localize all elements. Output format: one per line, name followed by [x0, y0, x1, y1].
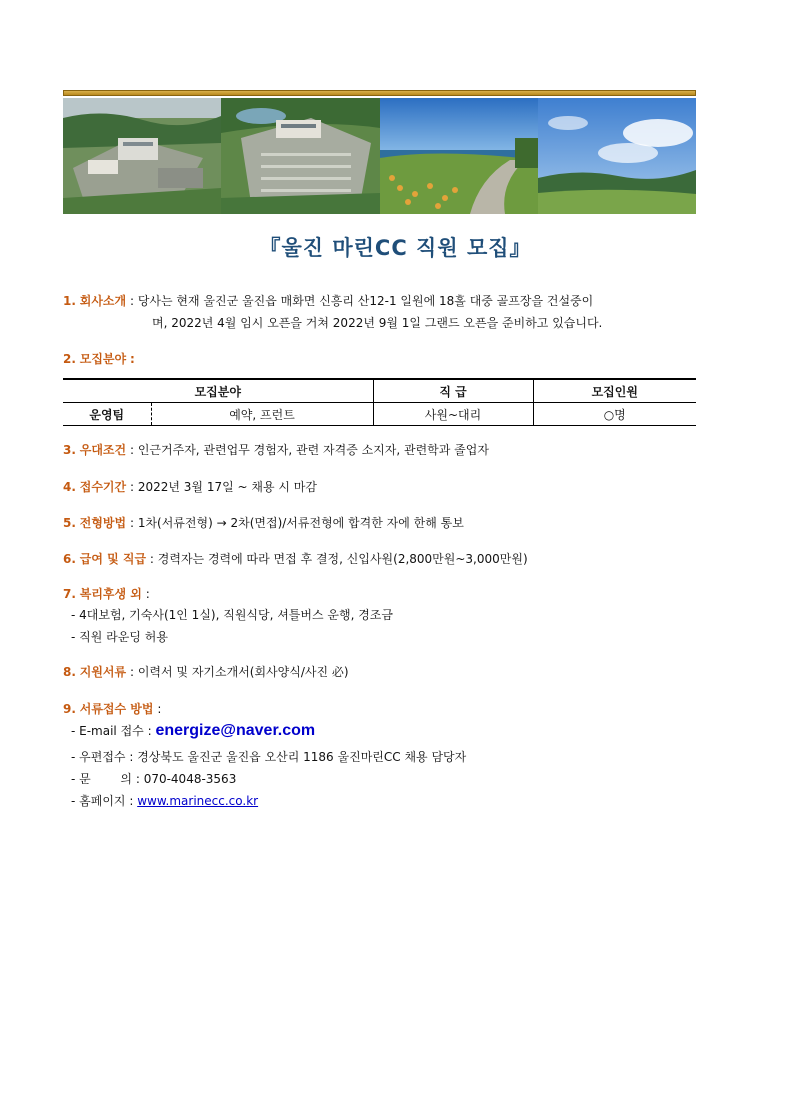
- banner-gold-bar: [63, 90, 696, 96]
- section-number: 7.: [63, 587, 76, 601]
- section-number: 5.: [63, 516, 76, 530]
- submission-post-line: [71, 748, 466, 766]
- section-label: 우대조건: [79, 443, 127, 457]
- section-label: 접수기간: [79, 480, 127, 494]
- table-header-row: [63, 379, 696, 403]
- recruit-table: [63, 378, 696, 426]
- table-cell-rank: 사원~대리: [373, 403, 533, 426]
- section-number: 3.: [63, 443, 76, 457]
- table-cell-count: ○명: [533, 403, 696, 426]
- company-intro-line2: 며, 2022년 4월 임시 오픈을 거쳐 2022년 9월 1일 그랜드 오픈을 준비하고 있습니다.: [152, 316, 603, 330]
- golf-course-photo: [380, 98, 538, 214]
- mountain-sky-photo: [538, 98, 696, 214]
- section-number: 9.: [63, 702, 76, 716]
- submission-inquiry-line: [71, 770, 236, 788]
- post-label: - 우편접수 :: [71, 750, 134, 764]
- inquiry-phone: 070-4048-3563: [143, 772, 237, 786]
- welfare-item-1: - 4대보험, 기숙사(1인 1실), 직원식당, 셔틀버스 운행, 경조금: [71, 608, 393, 622]
- section-label: 복리후생 외: [79, 587, 142, 601]
- section-selection-process: [63, 514, 464, 532]
- page-title: 『울진 마린CC 직원 모집』: [259, 236, 532, 260]
- homepage-label: - 홈페이지 :: [71, 794, 134, 808]
- section-preferences: [63, 441, 489, 459]
- salary-text: 경력자는 경력에 따라 면접 후 결정, 신입사원(2,800만원~3,000만원): [157, 552, 528, 566]
- email-label: - E-mail 접수 :: [71, 724, 152, 738]
- section-colon: :: [129, 665, 134, 679]
- clubhouse-photo-2: [221, 98, 380, 214]
- section-label: 서류접수 방법: [79, 702, 154, 716]
- section-colon: :: [129, 294, 134, 308]
- table-cell-team: 운영팀: [63, 403, 151, 426]
- section-company-intro: [63, 292, 593, 310]
- section-welfare: [63, 585, 150, 603]
- section-number: 6.: [63, 552, 76, 566]
- section-application-period: [63, 478, 317, 496]
- section-number: 8.: [63, 665, 76, 679]
- section-label: 회사소개: [79, 294, 127, 308]
- section-number: 4.: [63, 480, 76, 494]
- section-colon: :: [129, 443, 134, 457]
- section-colon: :: [145, 587, 150, 601]
- homepage-link[interactable]: www.marinecc.co.kr: [137, 794, 259, 808]
- section-number: 1.: [63, 294, 76, 308]
- table-header-field: 모집분야: [63, 379, 373, 403]
- selection-process-text: 1차(서류전형) → 2차(면접)/서류전형에 합격한 자에 한해 통보: [137, 516, 464, 530]
- section-label: 지원서류: [79, 665, 127, 679]
- post-address: 경상북도 울진군 울진읍 오산리 1186 울진마린CC 채용 담당자: [137, 750, 467, 764]
- welfare-item-2: - 직원 라운딩 허용: [71, 630, 168, 644]
- submission-email-line: [71, 722, 315, 740]
- section-label: 모집분야: [79, 352, 127, 366]
- banner-photos: [63, 98, 696, 214]
- section-colon: :: [149, 552, 154, 566]
- section-colon: :: [129, 480, 134, 494]
- table-row: [63, 403, 696, 426]
- section-documents: [63, 663, 349, 681]
- submission-homepage-line: [71, 792, 258, 810]
- section-label: 급여 및 직급: [79, 552, 147, 566]
- section-number: 2.: [63, 352, 76, 366]
- table-header-rank: 직 급: [373, 379, 533, 403]
- section-salary: [63, 550, 528, 568]
- table-cell-field: 예약, 프런트: [151, 403, 373, 426]
- application-period-text: 2022년 3월 17일 ~ 채용 시 마감: [137, 480, 317, 494]
- section-colon: :: [129, 352, 135, 366]
- section-label: 전형방법: [79, 516, 127, 530]
- email-address[interactable]: energize@naver.com: [155, 722, 316, 739]
- inquiry-label-b: 의 :: [120, 772, 140, 786]
- section-colon: :: [129, 516, 134, 530]
- section-submission: [63, 700, 161, 718]
- company-intro-line2-wrap: [152, 314, 602, 332]
- section-recruit-field: [63, 350, 135, 368]
- documents-text: 이력서 및 자기소개서(회사양식/사진 必): [137, 665, 349, 679]
- preferences-text: 인근거주자, 관련업무 경험자, 관련 자격증 소지자, 관련학과 졸업자: [137, 443, 489, 457]
- clubhouse-photo-1: [63, 98, 221, 214]
- company-intro-line1: 당사는 현재 울진군 울진읍 매화면 신흥리 산12-1 일원에 18홀 대중 골프장을 건설중이: [137, 294, 594, 308]
- inquiry-label-a: - 문: [71, 772, 91, 786]
- table-header-count: 모집인원: [533, 379, 696, 403]
- section-colon: :: [157, 702, 162, 716]
